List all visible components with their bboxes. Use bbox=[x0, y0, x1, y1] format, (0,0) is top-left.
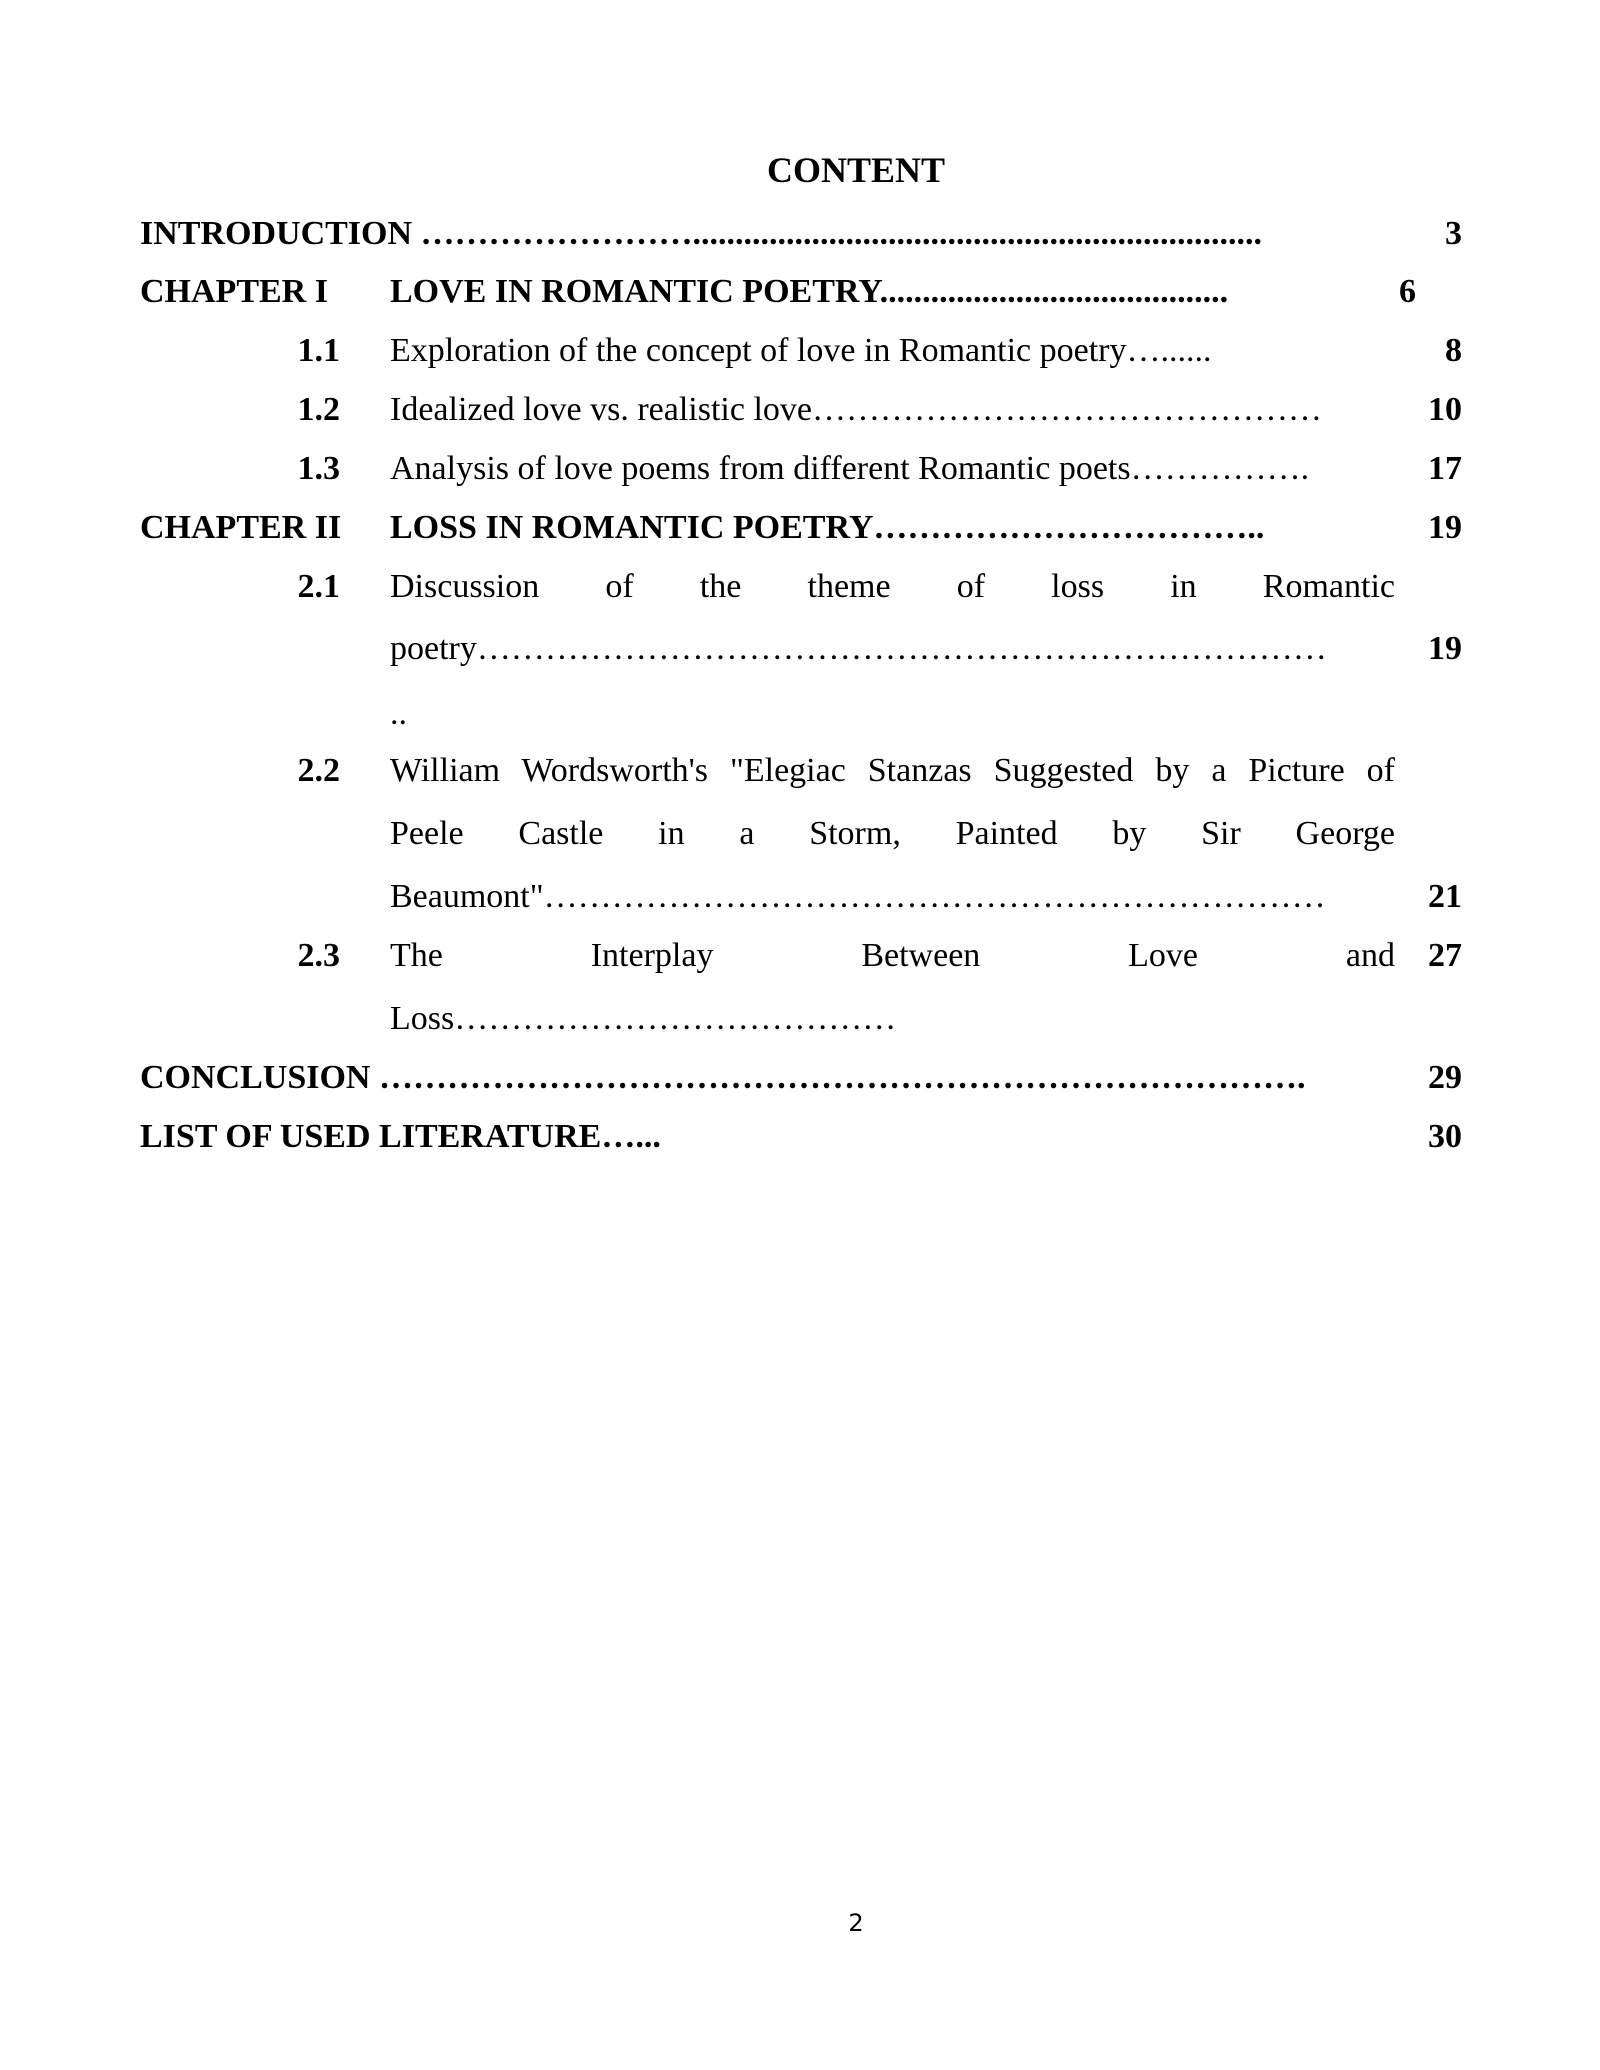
toc-section-number: 1.2 bbox=[297, 391, 340, 428]
toc-entry-literature: LIST OF USED LITERATURE…... bbox=[140, 1118, 661, 1155]
toc-section-title: Analysis of love poems from different Romantic poets……………. bbox=[390, 450, 1310, 487]
toc-page-conclusion: 29 bbox=[1428, 1059, 1462, 1096]
toc-section-number: 1.1 bbox=[297, 332, 340, 369]
toc-section-page: 27 bbox=[1428, 937, 1462, 974]
toc-page-literature: 30 bbox=[1428, 1118, 1462, 1155]
toc-section-title: Exploration of the concept of love in Romantic poetry…...... bbox=[390, 332, 1212, 369]
toc-section-title-line: .. bbox=[390, 695, 407, 732]
toc-page-chapter-2: 19 bbox=[1428, 509, 1462, 546]
toc-chapter-1-title: LOVE IN ROMANTIC POETRY......................................... bbox=[390, 273, 1229, 310]
toc-chapter-2-title: LOSS IN ROMANTIC POETRY…………………………….. bbox=[390, 509, 1265, 546]
toc-section-title-line: Peele Castle in a Storm, Painted by Sir George bbox=[390, 815, 1395, 852]
toc-section-title-line: Loss………………………………… bbox=[390, 1000, 897, 1037]
toc-section-number: 2.3 bbox=[297, 937, 340, 974]
toc-section-number: 1.3 bbox=[297, 450, 340, 487]
toc-chapter-1-label: CHAPTER I bbox=[140, 273, 328, 310]
toc-section-page: 19 bbox=[1428, 630, 1462, 667]
toc-section-title-line: Beaumont"…………………………………………………………… bbox=[390, 878, 1326, 915]
toc-section-page: 21 bbox=[1428, 878, 1462, 915]
toc-section-title-line: The Interplay Between Love and bbox=[390, 937, 1395, 974]
page-title: CONTENT bbox=[766, 150, 946, 190]
toc-section-title-line: Discussion of the theme of loss in Romantic bbox=[390, 568, 1395, 605]
toc-page-introduction: 3 bbox=[1445, 215, 1462, 252]
toc-section-number: 2.1 bbox=[297, 568, 340, 605]
toc-section-page: 10 bbox=[1428, 391, 1462, 428]
toc-entry-conclusion: CONCLUSION ………………………………………………………………………. bbox=[140, 1059, 1306, 1096]
toc-section-page: 8 bbox=[1445, 332, 1462, 369]
toc-section-title-line: William Wordsworth's "Elegiac Stanzas Suggested by a Picture of bbox=[390, 752, 1395, 789]
toc-page-chapter-1: 6 bbox=[1399, 273, 1416, 310]
toc-section-page: 17 bbox=[1428, 450, 1462, 487]
toc-chapter-2-label: CHAPTER II bbox=[140, 509, 342, 546]
toc-section-title: Idealized love vs. realistic love……………………………………… bbox=[390, 391, 1322, 428]
toc-entry-introduction: INTRODUCTION ……………………................................................................... bbox=[140, 215, 1263, 252]
page-number-footer: 2 bbox=[848, 1909, 864, 1937]
toc-section-title-line: poetry………………………………………………………………… bbox=[390, 630, 1327, 667]
toc-section-number: 2.2 bbox=[297, 752, 340, 789]
